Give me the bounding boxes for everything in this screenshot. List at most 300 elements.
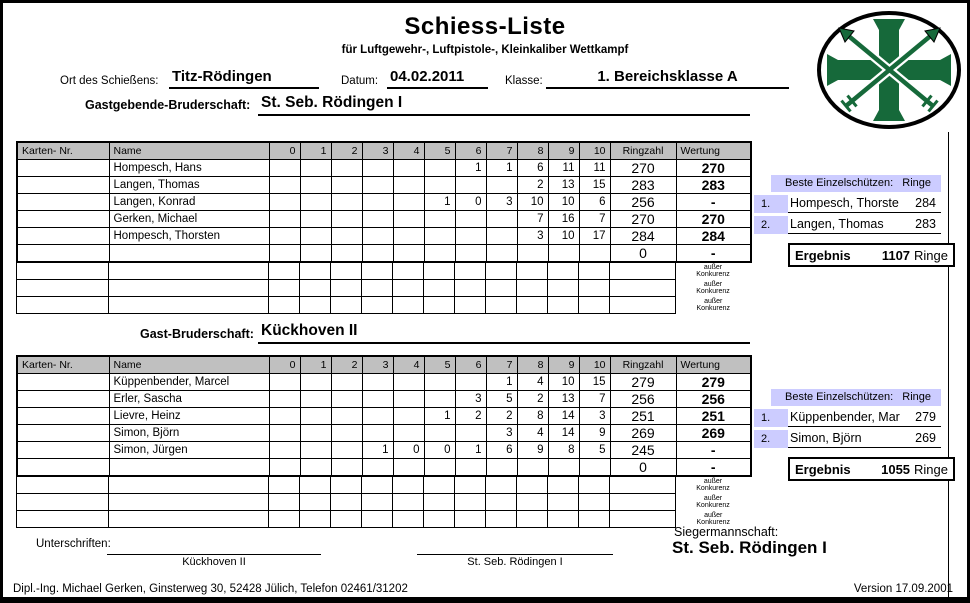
col-header-10: 10 [579,142,610,159]
guest-best-panel [754,389,941,448]
name-cell: Langen, Thomas [109,176,269,193]
guest-bruderschaft-label: Gast-Bruderschaft: [140,327,254,341]
konkurrenz-line: Konkurenz [696,305,730,312]
ringzahl-cell: 245 [610,441,676,458]
hits-cell [455,511,486,528]
best-ringe: 279 [915,410,936,424]
hits-9-cell: 13 [548,390,579,407]
hits-3-cell [362,373,393,390]
hits-2-cell [331,244,362,262]
col-header-name: Name [109,356,269,373]
best-panel-header [771,389,941,406]
col-header-5: 5 [424,356,455,373]
hits-cell [331,511,362,528]
col-header-9: 9 [548,356,579,373]
name-cell: Lievre, Heinz [109,407,269,424]
ort-value: Titz-Rödingen [169,66,319,89]
hits-cell [424,263,455,280]
print-area-boundary-line [948,132,949,597]
hits-8-cell: 8 [517,407,548,424]
hits-8-cell: 9 [517,441,548,458]
hits-cell [393,477,424,494]
score-row [17,210,751,227]
hits-cell [269,511,300,528]
result-label: Ergebnis [795,247,851,263]
wertung-cell: 256 [676,390,751,407]
hits-10-cell: 15 [579,176,610,193]
hits-1-cell [300,373,331,390]
ausser-konkurrenz-note [676,494,751,511]
ausser-line: außer [704,511,723,519]
hits-9-cell: 14 [548,424,579,441]
hits-8-cell: 7 [517,210,548,227]
hits-6-cell [455,373,486,390]
hits-9-cell: 10 [548,373,579,390]
hits-5-cell [424,227,455,244]
ringzahl-cell: 0 [610,244,676,262]
hits-cell [331,263,362,280]
hits-cell [362,297,393,314]
col-header-4: 4 [393,142,424,159]
hits-cell [579,263,610,280]
hits-1-cell [300,193,331,210]
column-header-row [17,356,751,373]
hits-cell [486,511,517,528]
hits-0-cell [269,227,300,244]
hits-5-cell: 0 [424,441,455,458]
hits-2-cell [331,159,362,176]
ringzahl-cell: 251 [610,407,676,424]
hits-10-cell: 6 [579,193,610,210]
hits-cell [455,263,486,280]
karten-nr-cell [17,390,109,407]
ausser-line: außer [703,263,723,271]
hits-7-cell: 6 [486,441,517,458]
hits-10-cell: 3 [579,407,610,424]
hits-3-cell [362,407,393,424]
hits-6-cell [455,458,486,476]
hits-cell [486,494,517,511]
hits-1-cell [300,227,331,244]
hits-2-cell [331,227,362,244]
hits-cell [486,477,517,494]
karten-nr-cell [17,193,109,210]
hits-1-cell [300,407,331,424]
best-panel-header [771,175,941,192]
col-header-2: 2 [331,142,362,159]
wertung-cell: 279 [676,373,751,390]
ringzahl-cell: 270 [610,159,676,176]
wertung-cell: - [676,458,751,476]
hits-4-cell [393,424,424,441]
hits-cell [486,297,517,314]
ringzahl-cell: 270 [610,210,676,227]
best-title: Beste Einzelschützen: [785,391,894,403]
ringzahl-cell [610,280,676,297]
hits-4-cell [393,227,424,244]
hits-cell [517,511,548,528]
wertung-cell: 270 [676,159,751,176]
hits-1-cell [300,458,331,476]
host-result-box [788,243,955,267]
guest-score-table-blank-rows [16,477,751,529]
hits-5-cell [424,390,455,407]
hits-cell [393,494,424,511]
blank-score-row [17,280,751,297]
best-name: Hompesch, Thorste [790,196,899,210]
hits-5-cell: 1 [424,193,455,210]
hits-cell [455,280,486,297]
hits-cell [455,297,486,314]
hits-5-cell [424,244,455,262]
name-cell [109,244,269,262]
best-ringe-label: Ringe [902,391,931,403]
hits-7-cell: 1 [486,373,517,390]
hits-1-cell [300,159,331,176]
col-header-8: 8 [517,142,548,159]
col-header-7: 7 [486,356,517,373]
karten-nr-cell [17,244,109,262]
ausser-konkurrenz-note [676,477,751,494]
hits-3-cell [362,424,393,441]
hits-1-cell [300,176,331,193]
col-header-wertung: Wertung [676,356,751,373]
hits-cell [579,280,610,297]
hits-cell [362,494,393,511]
wertung-cell: 284 [676,227,751,244]
footer-version: Version 17.09.2001 [853,583,953,595]
guest-result-box [788,457,955,481]
hits-7-cell [486,176,517,193]
hits-cell [548,263,579,280]
hits-cell [548,280,579,297]
hits-9-cell: 8 [548,441,579,458]
hits-8-cell: 6 [517,159,548,176]
hits-1-cell [300,424,331,441]
hits-cell [300,297,331,314]
ringzahl-cell: 284 [610,227,676,244]
hits-3-cell [362,458,393,476]
signature-line-guest [107,539,321,555]
col-header-2: 2 [331,356,362,373]
hits-8-cell: 4 [517,424,548,441]
winner-label: Siegermannschaft: [674,525,779,539]
hits-cell [331,280,362,297]
hits-cell [424,297,455,314]
hits-2-cell [331,193,362,210]
blank-score-row [17,511,751,528]
name-cell: Hompesch, Thorsten [109,227,269,244]
name-cell [109,458,269,476]
bruderschaft-logo [815,9,963,131]
hits-8-cell [517,244,548,262]
ringzahl-cell [610,494,676,511]
karten-nr-cell [17,494,109,511]
name-cell [109,511,269,528]
ringzahl-cell: 256 [610,390,676,407]
hits-6-cell [455,176,486,193]
best-name: Langen, Thomas [790,217,884,231]
hits-cell [486,263,517,280]
best-shooter-row [754,216,941,234]
hits-10-cell: 11 [579,159,610,176]
col-header-wertung: Wertung [676,142,751,159]
result-value: 1107 [881,247,911,263]
karten-nr-cell [17,227,109,244]
best-rank: 2. [754,216,788,234]
col-header-6: 6 [455,142,486,159]
name-cell [109,263,269,280]
hits-4-cell [393,210,424,227]
hits-cell [300,511,331,528]
hits-cell [455,494,486,511]
best-ringe-label: Ringe [902,177,931,189]
host-best-panel [754,175,941,234]
col-header-6: 6 [455,356,486,373]
score-row [17,176,751,193]
score-row [17,373,751,390]
hits-8-cell: 10 [517,193,548,210]
ausser-line: außer [703,477,723,485]
score-row [17,390,751,407]
ort-label: Ort des Schießens: [60,75,159,87]
score-row [17,407,751,424]
winner-value: St. Seb. Rödingen I [672,538,827,557]
col-header-9: 9 [548,142,579,159]
hits-cell [579,511,610,528]
name-cell [109,280,269,297]
blank-score-row [17,263,751,280]
hits-cell [517,477,548,494]
best-rank: 1. [754,195,788,213]
hits-10-cell: 17 [579,227,610,244]
konkurrenz-line: Konkurenz [696,485,730,492]
hits-7-cell: 2 [486,407,517,424]
hits-3-cell: 1 [362,441,393,458]
best-name-value [788,195,941,213]
hits-5-cell [424,176,455,193]
score-row [17,193,751,210]
hits-0-cell [269,373,300,390]
best-title: Beste Einzelschützen: [785,177,894,189]
result-label: Ergebnis [795,461,851,477]
hits-2-cell [331,458,362,476]
score-row [17,441,751,458]
signature-caption-host: St. Seb. Rödingen I [467,556,563,568]
col-header-1: 1 [300,356,331,373]
hits-2-cell [331,373,362,390]
hits-7-cell [486,227,517,244]
hits-cell [548,297,579,314]
blank-score-row [17,494,751,511]
ringzahl-cell [610,297,676,314]
hits-4-cell [393,176,424,193]
ringzahl-cell [610,477,676,494]
col-header-ringzahl: Ringzahl [610,356,676,373]
hits-0-cell [269,458,300,476]
hits-cell [517,494,548,511]
wertung-cell: - [676,244,751,262]
hits-0-cell [269,424,300,441]
host-bruderschaft-label: Gastgebende-Bruderschaft: [85,98,251,112]
hits-cell [548,477,579,494]
hits-cell [579,494,610,511]
hits-cell [517,280,548,297]
hits-10-cell [579,458,610,476]
best-shooter-row [754,430,941,448]
hits-4-cell [393,159,424,176]
hits-9-cell: 11 [548,159,579,176]
hits-cell [393,511,424,528]
hits-cell [424,280,455,297]
col-header-4: 4 [393,356,424,373]
hits-9-cell [548,458,579,476]
hits-cell [393,280,424,297]
hits-cell [269,297,300,314]
hits-5-cell [424,424,455,441]
hits-4-cell: 0 [393,441,424,458]
result-unit: Ringe [914,247,948,263]
best-ringe: 284 [915,196,936,210]
hits-cell [362,263,393,280]
konkurrenz-line: Konkurenz [696,519,730,526]
ringzahl-cell: 279 [610,373,676,390]
hits-3-cell [362,193,393,210]
col-header-5: 5 [424,142,455,159]
col-header-7: 7 [486,142,517,159]
signatures-label: Unterschriften: [36,538,111,550]
hits-cell [362,511,393,528]
guest-bruderschaft-value: Kückhoven II [258,320,750,344]
best-rank: 2. [754,430,788,448]
hits-8-cell: 2 [517,390,548,407]
best-name-value [788,216,941,234]
blank-score-row [17,297,751,314]
hits-cell [548,494,579,511]
wertung-cell: 283 [676,176,751,193]
host-score-table [16,141,752,314]
hits-7-cell: 5 [486,390,517,407]
host-score-table-blank-rows [16,263,751,315]
karten-nr-cell [17,297,109,314]
name-cell: Simon, Björn [109,424,269,441]
hits-0-cell [269,244,300,262]
hits-3-cell [362,390,393,407]
hits-cell [269,477,300,494]
hits-0-cell [269,441,300,458]
hits-cell [300,263,331,280]
hits-0-cell [269,210,300,227]
hits-0-cell [269,159,300,176]
hits-0-cell [269,176,300,193]
hits-0-cell [269,193,300,210]
konkurrenz-line: Konkurenz [696,502,730,509]
best-rank: 1. [754,409,788,427]
hits-6-cell: 3 [455,390,486,407]
guest-score-table [16,355,752,528]
ringzahl-cell [610,511,676,528]
best-ringe: 283 [915,217,936,231]
hits-3-cell [362,176,393,193]
name-cell [109,494,269,511]
hits-5-cell: 1 [424,407,455,424]
hits-4-cell [393,458,424,476]
hits-cell [579,477,610,494]
datum-value: 04.02.2011 [387,66,488,89]
best-shooter-row [754,195,941,213]
karten-nr-cell [17,407,109,424]
hits-1-cell [300,390,331,407]
col-header-10: 10 [579,356,610,373]
result-unit: Ringe [914,461,948,477]
signature-line-host [417,539,613,555]
hits-3-cell [362,244,393,262]
hits-1-cell [300,244,331,262]
score-row [17,159,751,176]
hits-10-cell: 7 [579,390,610,407]
hits-5-cell [424,159,455,176]
hits-2-cell [331,407,362,424]
hits-cell [393,297,424,314]
col-header-1: 1 [300,142,331,159]
ausser-konkurrenz-note [676,280,751,297]
hits-4-cell [393,390,424,407]
best-entries [754,409,941,448]
hits-cell [362,477,393,494]
hits-cell [424,511,455,528]
hits-cell [393,263,424,280]
hits-8-cell: 2 [517,176,548,193]
hits-4-cell [393,373,424,390]
col-header-karten-nr: Karten- Nr. [17,142,109,159]
hits-5-cell [424,458,455,476]
hits-cell [424,494,455,511]
hits-7-cell [486,458,517,476]
hits-1-cell [300,210,331,227]
best-name-value [788,409,941,427]
hits-8-cell: 3 [517,227,548,244]
hits-cell [269,494,300,511]
col-header-0: 0 [269,356,300,373]
hits-9-cell: 16 [548,210,579,227]
best-name: Simon, Björn [790,431,862,445]
best-ringe: 269 [915,431,936,445]
wertung-cell: 251 [676,407,751,424]
hits-6-cell [455,227,486,244]
hits-10-cell: 15 [579,373,610,390]
hits-3-cell [362,159,393,176]
best-name-value [788,430,941,448]
col-header-3: 3 [362,356,393,373]
col-header-3: 3 [362,142,393,159]
hits-cell [331,494,362,511]
hits-4-cell [393,244,424,262]
hits-cell [331,297,362,314]
hits-7-cell: 1 [486,159,517,176]
hits-cell [548,511,579,528]
hits-6-cell: 1 [455,159,486,176]
konkurrenz-line: Konkurenz [696,288,730,295]
datum-label: Datum: [341,75,379,87]
hits-cell [269,280,300,297]
name-cell [109,477,269,494]
hits-10-cell: 9 [579,424,610,441]
klasse-value: 1. Bereichsklasse A [546,66,789,89]
karten-nr-cell [17,280,109,297]
col-header-karten-nr: Karten- Nr. [17,356,109,373]
ausser-konkurrenz-note [676,263,751,280]
name-cell: Simon, Jürgen [109,441,269,458]
